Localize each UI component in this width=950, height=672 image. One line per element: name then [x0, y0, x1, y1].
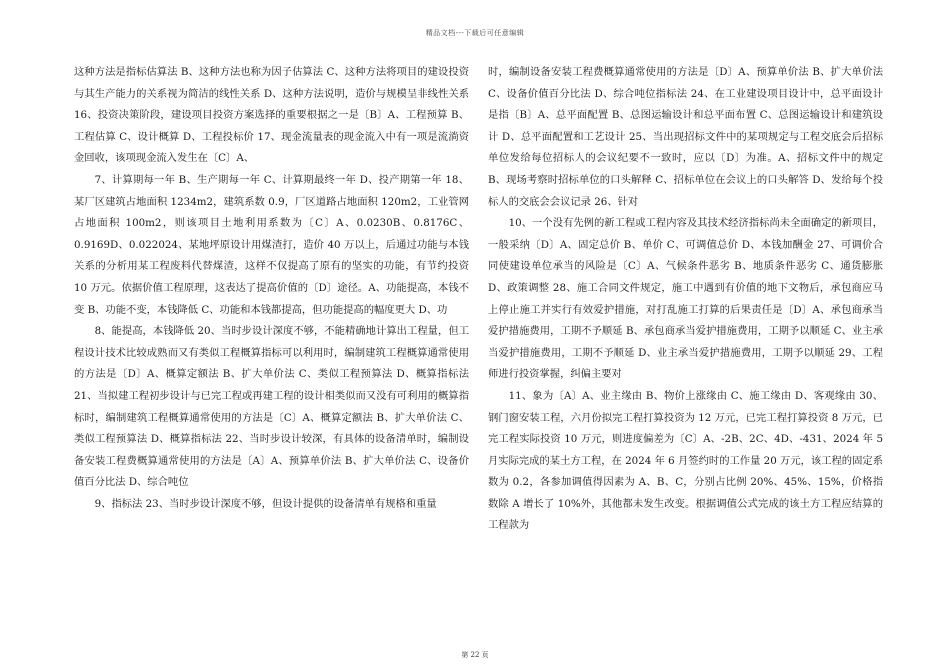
right-column — [488, 62, 883, 537]
left-column — [74, 62, 469, 515]
paragraph: 7、计算期每一年 B、生产期每一年 C、计算期最终一年 D、投产期第一年 18、某厂区建筑占地面积 1234m2，建筑系数 0.9，厂区道路占地面积 120m2，工业管网占地面积 100m2，则该项目土地利用系数为〔C〕A、0.0230B、0.8176C、0.9169D、0.022024、某地坪原设计用煤渣打，造价 40 万以上，后通过功能与本钱关系的分析用某工程废料代替煤渣，这样不仅提高了原有的坚实的功能，有节约投资 10 万元。依据价值工程原理，这表达了提高价值的〔D〕途径。A、功能提高，本钱不变 B、功能不变，本钱降低 C、功能和本钱都提高，但功能提高的幅度更大 D、功 — [74, 173, 469, 316]
paragraph: 时，编制设备安装工程费概算通常使用的方法是〔D〕A、预算单价法 B、扩大单价法 C、设备价值百分比法 D、综合吨位指标法 24、在工业建设项目设计中，总平面设计是指〔B〕A、总平面配置 B、总图运输设计和总平面布置 C、总图运输设计和建筑设计 D、总平面配置和工艺设计 25、当出现招标文件中的某项规定与工程交底会后招标单位发给每位招标人的会议纪要不一致时，应以〔D〕为准。A、招标文件中的规定 B、现场考察时招标单位的口头解释 C、招标单位在会议上的口头解答 D、发给每个投标人的交底会会议记录 26、针对 — [488, 66, 883, 208]
paragraph: 8、能提高，本钱降低 20、当时步设计深度不够，不能精确地计算出工程量，但工程设计技术比较成熟而又有类似工程概算指标可以利用时，编制建筑工程概算通常使用的方法是〔D〕A、概算定额法 B、扩大单价法 C、类似工程预算法 D、概算指标法 21、当拟建工程初步设计与已完工程或再建工程的设计相类似而又没有可利用的概算指标时，编制建筑工程概算通常使用的方法是〔C〕A、概算定额法 B、扩大单价法 C、类似工程预算法 D、概算指标法 22、当时步设计较深，有具体的设备清单时，编制设备安装工程费概算通常使用的方法是〔A〕A、预算单价法 B、扩大单价法 C、设备价值百分比法 D、综合吨位 — [74, 325, 469, 489]
paragraph: 11、象为〔A〕A、业主缘由 B、物价上涨缘由 C、施工缘由 D、客观缘由 30、钢门窗安装工程，六月份拟完工程打算投资为 12 万元，已完工程打算投资 8 万元，已完工程实际投资 10 万元，则进度偏差为〔C〕A、-2B、2C、4D、-431、2024 年 5 月实际完成的某土方工程，在 2024 年 6 月签约时的工作量 20 万元，该工程的固定系数为 0.2，各参加调值得因素为 A、B、C，分别占比例 20%、45%、15%，价格指数除 A 增长了 10%外，其他都未发生改变。根据调值公式完成的该土方工程应结算的工程款为 — [488, 389, 883, 532]
page-number: 第 22 页 — [461, 651, 489, 659]
paragraph: 这种方法是指标估算法 B、这种方法也称为因子估算法 C、这种方法将项目的建设投资与其生产能力的关系视为简洁的线性关系 D、这种方法说明，造价与规模呈非线性关系 16、投资决策阶段，建设项目投资方案选择的重要根据之一是〔B〕A、工程预算 B、工程估算 C、设计概算 D、工程投标价 17、现金流量表的现金流入中有一项是流淌资金回收，该项现金流入发生在〔C〕A、 — [74, 66, 469, 165]
paragraph: 10、一个没有先例的新工程或工程内容及其技术经济指标尚未全面确定的新项目，一般采纳〔D〕A、固定总价 B、单价 C、可调值总价 D、本钱加酬金 27、可调价合同使建设单位承当的风险是〔C〕A、气候条件恶劣 B、地质条件恶劣 C、通货膨胀 D、政策调整 28、施工合同文件规定，施工中遇到有价值的地下文物后，承包商应马上停止施工并实行有效爱护措施，对打乱施工打算的后果责任是〔D〕A、承包商承当爱护措施费用，工期不予顺延 B、承包商承当爱护措施费用，工期予以顺延 C、业主承当爱护措施费用，工期不予顺延 D、业主承当爱护措施费用，工期予以顺延 29、工程师进行投资掌握，纠偏主要对 — [488, 217, 883, 381]
page-header: 精品文档---下载后可任意编辑 — [425, 29, 525, 37]
paragraph: 9、指标法 23、当时步设计深度不够，但设计提供的设备清单有规格和重量 — [94, 497, 437, 510]
